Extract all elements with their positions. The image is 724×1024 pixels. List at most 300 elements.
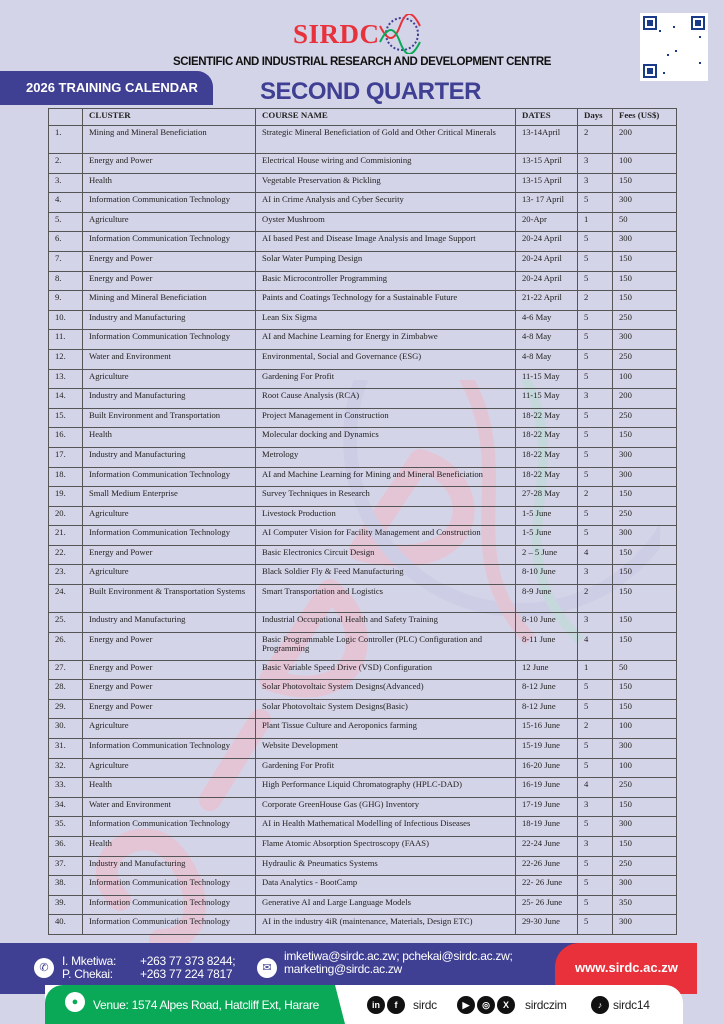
col-days: Days bbox=[578, 109, 613, 126]
days-cell: 5 bbox=[578, 915, 613, 935]
cluster-cell: Information Communication Technology bbox=[83, 330, 256, 350]
course-name-cell: Molecular docking and Dynamics bbox=[256, 428, 516, 448]
dates-cell: 8-11 June bbox=[516, 632, 578, 660]
days-cell: 1 bbox=[578, 660, 613, 680]
facebook-icon[interactable]: f bbox=[387, 996, 405, 1014]
table-row bbox=[49, 680, 677, 700]
days-cell: 3 bbox=[578, 797, 613, 817]
dates-cell: 18-22 May bbox=[516, 447, 578, 467]
course-name-cell: Vegetable Preservation & Pickling bbox=[256, 173, 516, 193]
course-name-cell: AI based Pest and Disease Image Analysis and Image Support bbox=[256, 232, 516, 252]
fees-cell: 100 bbox=[613, 369, 677, 389]
table-row bbox=[49, 585, 677, 613]
dates-cell: 13-14April bbox=[516, 126, 578, 154]
dates-cell: 4-8 May bbox=[516, 330, 578, 350]
row-number-cell: 15. bbox=[49, 408, 83, 428]
dates-cell: 21-22 April bbox=[516, 291, 578, 311]
table-row bbox=[49, 526, 677, 546]
table-row bbox=[49, 565, 677, 585]
dates-cell: 11-15 May bbox=[516, 389, 578, 409]
cluster-cell: Energy and Power bbox=[83, 660, 256, 680]
cluster-cell: Industry and Manufacturing bbox=[83, 856, 256, 876]
fees-cell: 150 bbox=[613, 699, 677, 719]
row-number-cell: 22. bbox=[49, 545, 83, 565]
cluster-cell: Information Communication Technology bbox=[83, 526, 256, 546]
fees-cell: 150 bbox=[613, 487, 677, 507]
table-row bbox=[49, 408, 677, 428]
row-number-cell: 36. bbox=[49, 837, 83, 857]
course-name-cell: AI in the industry 4iR (maintenance, Materials, Design ETC) bbox=[256, 915, 516, 935]
table-row bbox=[49, 797, 677, 817]
venue-social-footer bbox=[45, 985, 683, 1024]
days-cell: 5 bbox=[578, 467, 613, 487]
dates-cell: 15-16 June bbox=[516, 719, 578, 739]
location-pin-icon: ● bbox=[65, 992, 85, 1012]
course-name-cell: Industrial Occupational Health and Safety Training bbox=[256, 613, 516, 633]
days-cell: 5 bbox=[578, 232, 613, 252]
fees-cell: 100 bbox=[613, 758, 677, 778]
logo-text: SIRDC bbox=[293, 18, 380, 49]
fees-cell: 300 bbox=[613, 232, 677, 252]
table-row bbox=[49, 545, 677, 565]
days-cell: 5 bbox=[578, 876, 613, 896]
course-name-cell: Environmental, Social and Governance (ESG) bbox=[256, 349, 516, 369]
row-number-cell: 12. bbox=[49, 349, 83, 369]
table-row bbox=[49, 895, 677, 915]
fees-cell: 100 bbox=[613, 154, 677, 174]
sirdc-logo bbox=[293, 14, 422, 54]
cluster-cell: Agriculture bbox=[83, 369, 256, 389]
fees-cell: 150 bbox=[613, 251, 677, 271]
dates-cell: 20-24 April bbox=[516, 251, 578, 271]
fees-cell: 300 bbox=[613, 330, 677, 350]
course-name-cell: Electrical House wiring and Commisioning bbox=[256, 154, 516, 174]
table-row bbox=[49, 193, 677, 213]
cluster-cell: Agriculture bbox=[83, 719, 256, 739]
row-number-cell: 17. bbox=[49, 447, 83, 467]
course-name-cell: Plant Tissue Culture and Aeroponics farming bbox=[256, 719, 516, 739]
fees-cell: 150 bbox=[613, 680, 677, 700]
course-name-cell: AI and Machine Learning for Mining and Mineral Beneficiation bbox=[256, 467, 516, 487]
table-row bbox=[49, 506, 677, 526]
days-cell: 1 bbox=[578, 212, 613, 232]
fees-cell: 150 bbox=[613, 173, 677, 193]
days-cell: 5 bbox=[578, 758, 613, 778]
table-header bbox=[49, 109, 677, 126]
row-number-cell: 19. bbox=[49, 487, 83, 507]
course-name-cell: Root Cause Analysis (RCA) bbox=[256, 389, 516, 409]
dates-cell: 13- 17 April bbox=[516, 193, 578, 213]
cluster-cell: Energy and Power bbox=[83, 632, 256, 660]
course-name-cell: Smart Transportation and Logistics bbox=[256, 585, 516, 613]
table-row bbox=[49, 613, 677, 633]
contact-name: I. Mketiwa: bbox=[62, 954, 117, 968]
row-number-cell: 35. bbox=[49, 817, 83, 837]
table-row bbox=[49, 632, 677, 660]
days-cell: 5 bbox=[578, 506, 613, 526]
row-number-cell: 5. bbox=[49, 212, 83, 232]
table-row bbox=[49, 467, 677, 487]
fees-cell: 150 bbox=[613, 271, 677, 291]
days-cell: 3 bbox=[578, 389, 613, 409]
cluster-cell: Mining and Mineral Beneficiation bbox=[83, 291, 256, 311]
fees-cell: 300 bbox=[613, 193, 677, 213]
course-name-cell: Generative AI and Large Language Models bbox=[256, 895, 516, 915]
mail-icon: ✉ bbox=[257, 958, 277, 978]
course-name-cell: Basic Variable Speed Drive (VSD) Configuration bbox=[256, 660, 516, 680]
table-row bbox=[49, 349, 677, 369]
days-cell: 5 bbox=[578, 193, 613, 213]
cluster-cell: Agriculture bbox=[83, 758, 256, 778]
cluster-cell: Built Environment and Transportation bbox=[83, 408, 256, 428]
table-row bbox=[49, 212, 677, 232]
col-number bbox=[49, 109, 83, 126]
dates-cell: 8-12 June bbox=[516, 699, 578, 719]
cluster-cell: Energy and Power bbox=[83, 680, 256, 700]
row-number-cell: 3. bbox=[49, 173, 83, 193]
linkedin-icon[interactable]: in bbox=[367, 996, 385, 1014]
row-number-cell: 26. bbox=[49, 632, 83, 660]
days-cell: 5 bbox=[578, 680, 613, 700]
cluster-cell: Energy and Power bbox=[83, 545, 256, 565]
course-name-cell: Website Development bbox=[256, 739, 516, 759]
row-number-cell: 32. bbox=[49, 758, 83, 778]
days-cell: 4 bbox=[578, 545, 613, 565]
row-number-cell: 20. bbox=[49, 506, 83, 526]
course-name-cell: Basic Programmable Logic Controller (PLC) Configuration and Programming bbox=[256, 632, 516, 660]
table-row bbox=[49, 389, 677, 409]
fees-cell: 150 bbox=[613, 613, 677, 633]
row-number-cell: 1. bbox=[49, 126, 83, 154]
cluster-cell: Water and Environment bbox=[83, 349, 256, 369]
fees-cell: 150 bbox=[613, 565, 677, 585]
quarter-title: SECOND QUARTER bbox=[260, 78, 482, 105]
table-row bbox=[49, 330, 677, 350]
course-name-cell: Livestock Production bbox=[256, 506, 516, 526]
cluster-cell: Energy and Power bbox=[83, 154, 256, 174]
course-name-cell: Corporate GreenHouse Gas (GHG) Inventory bbox=[256, 797, 516, 817]
cluster-cell: Built Environment & Transportation Systems bbox=[83, 585, 256, 613]
course-name-cell: Flame Atomic Absorption Spectroscopy (FAAS) bbox=[256, 837, 516, 857]
table-row bbox=[49, 778, 677, 798]
row-number-cell: 7. bbox=[49, 251, 83, 271]
course-name-cell: Black Soldier Fly & Feed Manufacturing bbox=[256, 565, 516, 585]
row-number-cell: 38. bbox=[49, 876, 83, 896]
table-row bbox=[49, 660, 677, 680]
row-number-cell: 23. bbox=[49, 565, 83, 585]
col-fees: Fees (US$) bbox=[613, 109, 677, 126]
cluster-cell: Mining and Mineral Beneficiation bbox=[83, 126, 256, 154]
dates-cell: 12 June bbox=[516, 660, 578, 680]
table-row bbox=[49, 758, 677, 778]
dates-cell: 20-Apr bbox=[516, 212, 578, 232]
cluster-cell: Agriculture bbox=[83, 212, 256, 232]
table-row bbox=[49, 739, 677, 759]
cluster-cell: Small Medium Enterprise bbox=[83, 487, 256, 507]
row-number-cell: 10. bbox=[49, 310, 83, 330]
days-cell: 3 bbox=[578, 565, 613, 585]
fees-cell: 250 bbox=[613, 506, 677, 526]
course-name-cell: Basic Microcontroller Programming bbox=[256, 271, 516, 291]
days-cell: 5 bbox=[578, 739, 613, 759]
days-cell: 5 bbox=[578, 310, 613, 330]
dates-cell: 8-10 June bbox=[516, 613, 578, 633]
fees-cell: 300 bbox=[613, 467, 677, 487]
course-name-cell: Solar Water Pumping Design bbox=[256, 251, 516, 271]
table-row bbox=[49, 369, 677, 389]
col-dates: DATES bbox=[516, 109, 578, 126]
fees-cell: 50 bbox=[613, 660, 677, 680]
contact-phone[interactable]: +263 77 224 7817 bbox=[140, 967, 233, 981]
cluster-cell: Energy and Power bbox=[83, 699, 256, 719]
social-handle[interactable]: sirdc14 bbox=[613, 998, 650, 1012]
dates-cell: 20-24 April bbox=[516, 271, 578, 291]
fees-cell: 150 bbox=[613, 837, 677, 857]
days-cell: 5 bbox=[578, 526, 613, 546]
course-name-cell: Lean Six Sigma bbox=[256, 310, 516, 330]
days-cell: 4 bbox=[578, 632, 613, 660]
col-cluster: CLUSTER bbox=[83, 109, 256, 126]
row-number-cell: 40. bbox=[49, 915, 83, 935]
table-row bbox=[49, 154, 677, 174]
row-number-cell: 8. bbox=[49, 271, 83, 291]
days-cell: 5 bbox=[578, 856, 613, 876]
contact-email[interactable]: imketiwa@sirdc.ac.zw; pchekai@sirdc.ac.zw; bbox=[284, 949, 513, 963]
table-row bbox=[49, 310, 677, 330]
dates-cell: 2 – 5 June bbox=[516, 545, 578, 565]
contact-name: P. Chekai: bbox=[62, 967, 113, 981]
cluster-cell: Agriculture bbox=[83, 565, 256, 585]
row-number-cell: 28. bbox=[49, 680, 83, 700]
fees-cell: 150 bbox=[613, 585, 677, 613]
dates-cell: 29-30 June bbox=[516, 915, 578, 935]
cluster-cell: Information Communication Technology bbox=[83, 739, 256, 759]
dates-cell: 18-22 May bbox=[516, 408, 578, 428]
days-cell: 2 bbox=[578, 487, 613, 507]
course-name-cell: Oyster Mushroom bbox=[256, 212, 516, 232]
table-row bbox=[49, 817, 677, 837]
course-name-cell: Basic Electronics Circuit Design bbox=[256, 545, 516, 565]
row-number-cell: 4. bbox=[49, 193, 83, 213]
row-number-cell: 11. bbox=[49, 330, 83, 350]
dates-cell: 15-19 June bbox=[516, 739, 578, 759]
table-row bbox=[49, 251, 677, 271]
dna-gear-icon bbox=[378, 14, 422, 54]
fees-cell: 300 bbox=[613, 526, 677, 546]
dates-cell: 18-19 June bbox=[516, 817, 578, 837]
course-name-cell: Hydraulic & Pneumatics Systems bbox=[256, 856, 516, 876]
instagram-icon[interactable]: ◎ bbox=[477, 996, 495, 1014]
row-number-cell: 30. bbox=[49, 719, 83, 739]
course-name-cell: Metrology bbox=[256, 447, 516, 467]
fees-cell: 300 bbox=[613, 817, 677, 837]
row-number-cell: 24. bbox=[49, 585, 83, 613]
course-name-cell: Paints and Coatings Technology for a Sustainable Future bbox=[256, 291, 516, 311]
row-number-cell: 21. bbox=[49, 526, 83, 546]
course-name-cell: Gardening For Profit bbox=[256, 369, 516, 389]
course-name-cell: AI in Health Mathematical Modelling of Infectious Diseases bbox=[256, 817, 516, 837]
course-name-cell: AI and Machine Learning for Energy in Zimbabwe bbox=[256, 330, 516, 350]
cluster-cell: Industry and Manufacturing bbox=[83, 310, 256, 330]
training-calendar-banner bbox=[0, 71, 213, 105]
days-cell: 5 bbox=[578, 699, 613, 719]
dates-cell: 4-6 May bbox=[516, 310, 578, 330]
dates-cell: 11-15 May bbox=[516, 369, 578, 389]
table-row bbox=[49, 447, 677, 467]
course-name-cell: AI Computer Vision for Facility Management and Construction bbox=[256, 526, 516, 546]
phone-icon: ✆ bbox=[34, 958, 54, 978]
cluster-cell: Information Communication Technology bbox=[83, 876, 256, 896]
days-cell: 3 bbox=[578, 837, 613, 857]
days-cell: 5 bbox=[578, 369, 613, 389]
table-row bbox=[49, 487, 677, 507]
dates-cell: 4-8 May bbox=[516, 349, 578, 369]
dates-cell: 22-24 June bbox=[516, 837, 578, 857]
cluster-cell: Industry and Manufacturing bbox=[83, 447, 256, 467]
row-number-cell: 2. bbox=[49, 154, 83, 174]
dates-cell: 18-22 May bbox=[516, 428, 578, 448]
qr-code bbox=[640, 13, 708, 81]
website-link[interactable]: www.sirdc.ac.zw bbox=[555, 943, 697, 994]
fees-cell: 300 bbox=[613, 876, 677, 896]
cluster-cell: Information Communication Technology bbox=[83, 895, 256, 915]
days-cell: 3 bbox=[578, 613, 613, 633]
row-number-cell: 14. bbox=[49, 389, 83, 409]
fees-cell: 300 bbox=[613, 739, 677, 759]
dates-cell: 25- 26 June bbox=[516, 895, 578, 915]
row-number-cell: 27. bbox=[49, 660, 83, 680]
cluster-cell: Energy and Power bbox=[83, 251, 256, 271]
table-row bbox=[49, 173, 677, 193]
calendar-label: 2026 TRAINING CALENDAR bbox=[26, 80, 198, 95]
contact-email[interactable]: marketing@sirdc.ac.zw bbox=[284, 962, 402, 976]
row-number-cell: 6. bbox=[49, 232, 83, 252]
dates-cell: 20-24 April bbox=[516, 232, 578, 252]
fees-cell: 250 bbox=[613, 310, 677, 330]
days-cell: 5 bbox=[578, 895, 613, 915]
col-course-name: COURSE NAME bbox=[256, 109, 516, 126]
fees-cell: 100 bbox=[613, 719, 677, 739]
dates-cell: 8-12 June bbox=[516, 680, 578, 700]
row-number-cell: 9. bbox=[49, 291, 83, 311]
cluster-cell: Information Communication Technology bbox=[83, 467, 256, 487]
days-cell: 5 bbox=[578, 330, 613, 350]
row-number-cell: 16. bbox=[49, 428, 83, 448]
course-name-cell: Solar Photovoltaic System Designs(Advanced) bbox=[256, 680, 516, 700]
course-name-cell: Data Analytics - BootCamp bbox=[256, 876, 516, 896]
fees-cell: 300 bbox=[613, 447, 677, 467]
fees-cell: 150 bbox=[613, 545, 677, 565]
fees-cell: 250 bbox=[613, 778, 677, 798]
social-handle[interactable]: sirdczim bbox=[525, 998, 567, 1012]
x-icon[interactable]: X bbox=[497, 996, 515, 1014]
table-row bbox=[49, 876, 677, 896]
cluster-cell: Information Communication Technology bbox=[83, 817, 256, 837]
training-table bbox=[48, 108, 677, 935]
cluster-cell: Health bbox=[83, 837, 256, 857]
dates-cell: 13-15 April bbox=[516, 173, 578, 193]
dates-cell: 22- 26 June bbox=[516, 876, 578, 896]
cluster-cell: Agriculture bbox=[83, 506, 256, 526]
course-name-cell: AI in Crime Analysis and Cyber Security bbox=[256, 193, 516, 213]
dates-cell: 16-19 June bbox=[516, 778, 578, 798]
dates-cell: 16-20 June bbox=[516, 758, 578, 778]
dates-cell: 1-5 June bbox=[516, 506, 578, 526]
cluster-cell: Industry and Manufacturing bbox=[83, 389, 256, 409]
row-number-cell: 29. bbox=[49, 699, 83, 719]
dates-cell: 8-9 June bbox=[516, 585, 578, 613]
cluster-cell: Water and Environment bbox=[83, 797, 256, 817]
days-cell: 5 bbox=[578, 447, 613, 467]
fees-cell: 150 bbox=[613, 428, 677, 448]
cluster-cell: Health bbox=[83, 778, 256, 798]
table-row bbox=[49, 837, 677, 857]
row-number-cell: 37. bbox=[49, 856, 83, 876]
course-name-cell: Strategic Mineral Beneficiation of Gold and Other Critical Minerals bbox=[256, 126, 516, 154]
days-cell: 2 bbox=[578, 291, 613, 311]
row-number-cell: 33. bbox=[49, 778, 83, 798]
social-handle[interactable]: sirdc bbox=[413, 998, 437, 1012]
course-name-cell: High Performance Liquid Chromatography (HPLC-DAD) bbox=[256, 778, 516, 798]
fees-cell: 150 bbox=[613, 797, 677, 817]
fees-cell: 250 bbox=[613, 349, 677, 369]
course-name-cell: Project Management in Construction bbox=[256, 408, 516, 428]
course-name-cell: Gardening For Profit bbox=[256, 758, 516, 778]
youtube-icon[interactable]: ▶ bbox=[457, 996, 475, 1014]
dates-cell: 27-28 May bbox=[516, 487, 578, 507]
table-row bbox=[49, 428, 677, 448]
course-name-cell: Survey Techniques in Research bbox=[256, 487, 516, 507]
contact-phone[interactable]: +263 77 373 8244; bbox=[140, 954, 236, 968]
days-cell: 5 bbox=[578, 271, 613, 291]
dates-cell: 22-26 June bbox=[516, 856, 578, 876]
cluster-cell: Information Communication Technology bbox=[83, 232, 256, 252]
dates-cell: 18-22 May bbox=[516, 467, 578, 487]
table-row bbox=[49, 291, 677, 311]
fees-cell: 200 bbox=[613, 389, 677, 409]
table-row bbox=[49, 719, 677, 739]
row-number-cell: 13. bbox=[49, 369, 83, 389]
tiktok-icon[interactable]: ♪ bbox=[591, 996, 609, 1014]
venue-address: Venue: 1574 Alpes Road, Hatcliff Ext, Harare bbox=[93, 998, 320, 1012]
table-row bbox=[49, 271, 677, 291]
cluster-cell: Information Communication Technology bbox=[83, 915, 256, 935]
dates-cell: 13-15 April bbox=[516, 154, 578, 174]
cluster-cell: Industry and Manufacturing bbox=[83, 613, 256, 633]
organization-name: SCIENTIFIC AND INDUSTRIAL RESEARCH AND DEVELOPMENT CENTRE bbox=[172, 56, 552, 68]
fees-cell: 200 bbox=[613, 126, 677, 154]
cluster-cell: Information Communication Technology bbox=[83, 193, 256, 213]
days-cell: 5 bbox=[578, 251, 613, 271]
row-number-cell: 18. bbox=[49, 467, 83, 487]
cluster-cell: Health bbox=[83, 173, 256, 193]
days-cell: 2 bbox=[578, 585, 613, 613]
fees-cell: 350 bbox=[613, 895, 677, 915]
days-cell: 3 bbox=[578, 173, 613, 193]
fees-cell: 150 bbox=[613, 632, 677, 660]
row-number-cell: 34. bbox=[49, 797, 83, 817]
days-cell: 5 bbox=[578, 349, 613, 369]
table-row bbox=[49, 915, 677, 935]
table-row bbox=[49, 126, 677, 154]
row-number-cell: 31. bbox=[49, 739, 83, 759]
table-row bbox=[49, 699, 677, 719]
table-row bbox=[49, 232, 677, 252]
days-cell: 2 bbox=[578, 719, 613, 739]
table-row bbox=[49, 856, 677, 876]
cluster-cell: Energy and Power bbox=[83, 271, 256, 291]
days-cell: 4 bbox=[578, 778, 613, 798]
